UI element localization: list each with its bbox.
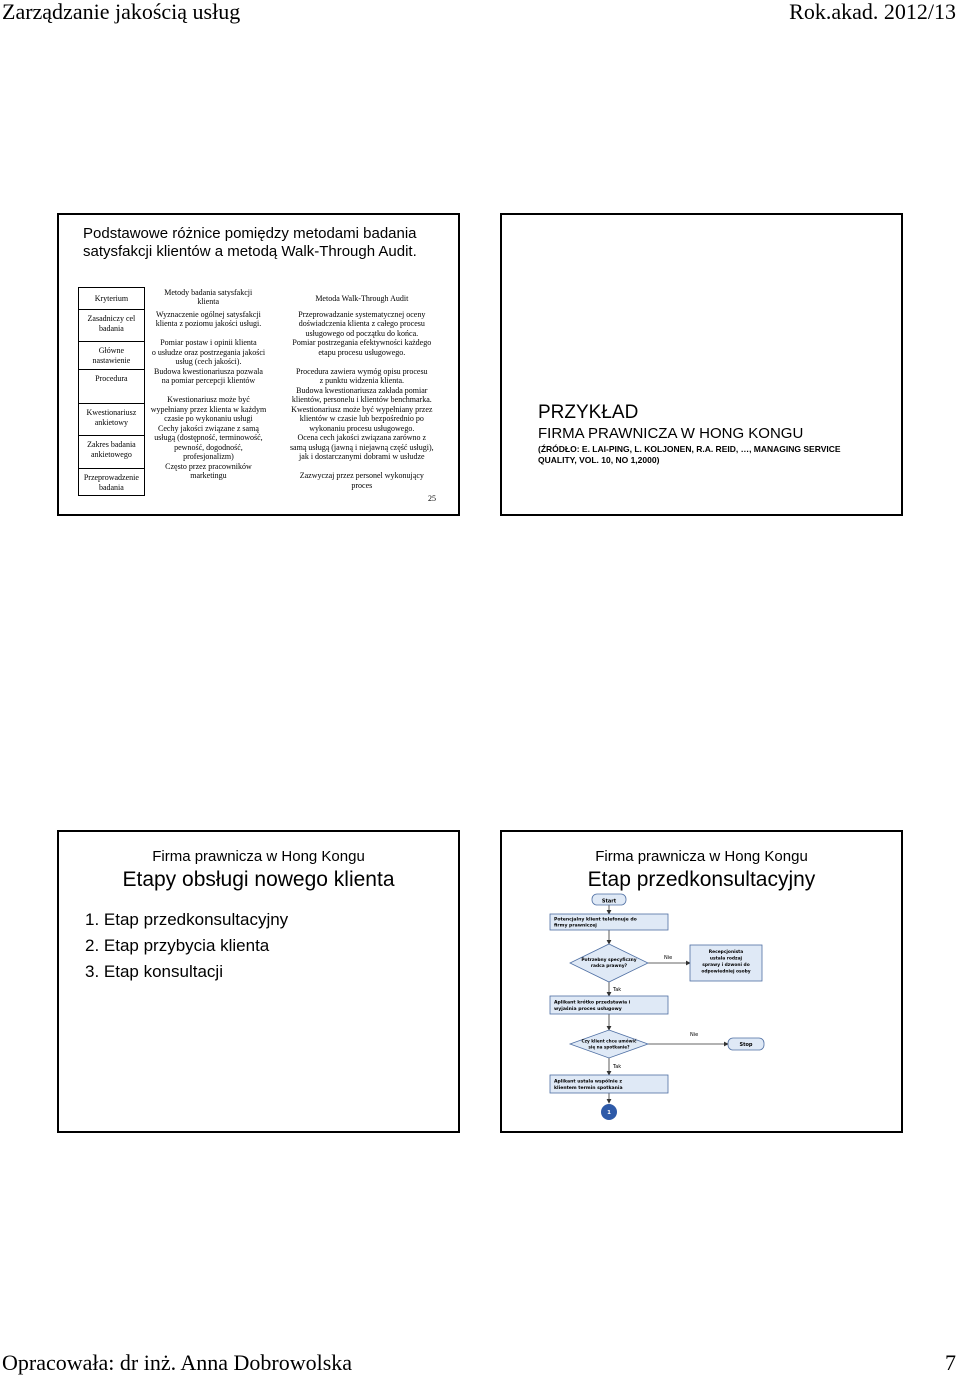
satisfaction-line: Budowa kwestionariusza pozwala bbox=[154, 366, 263, 376]
walk-through-line: etapu procesu usługowego. bbox=[318, 347, 406, 357]
satisfaction-line: pewność, dogodność, bbox=[174, 442, 243, 452]
list-item: 3. Etap konsultacji bbox=[85, 962, 223, 981]
criterion-line: Przeprowadzenie bbox=[83, 473, 139, 482]
example-heading: PRZYKŁAD bbox=[538, 402, 639, 423]
flow-start-label: Start bbox=[601, 898, 617, 905]
walk-through-column bbox=[272, 310, 451, 496]
walk-through-line: Przeprowadzanie systematycznej oceny bbox=[298, 309, 426, 319]
example-source bbox=[538, 444, 868, 466]
walk-through-line: usługowego od początku do końca. bbox=[305, 328, 419, 338]
comparison-table bbox=[78, 287, 452, 496]
criteria-column bbox=[79, 310, 145, 496]
satisfaction-column bbox=[144, 310, 272, 496]
satisfaction-line: klienta z poziomu jakości usługi. bbox=[155, 319, 262, 328]
flow-step-explain-label: Aplikant krótko przedstawia i wyjaśnia proces usługowy bbox=[554, 1000, 631, 1012]
walk-through-line: klientów, personelu i klientów benchmarka. bbox=[291, 395, 432, 404]
criterion-line: ankietowego bbox=[90, 449, 132, 459]
walk-through-line: wykonaniu procesu usługowego. bbox=[309, 423, 415, 433]
flow-step-receptionist-label: Recepcjonista ustala rodzaj sprawy i dzwoni do odpowiedniej osoby bbox=[701, 950, 751, 975]
slide-comparison bbox=[57, 213, 460, 516]
criterion-cell bbox=[79, 342, 144, 370]
flow-step-schedule-label: Aplikant ustala wspólnie z klientem termin spotkania bbox=[554, 1079, 623, 1091]
criterion-cell bbox=[79, 469, 144, 495]
criterion-line: badania bbox=[98, 323, 124, 333]
source-line: QUALITY, VOL. 10, NO 1,2000) bbox=[538, 455, 660, 465]
slide-title-line: satysfakcji klientów a metodą Walk-Through Audit. bbox=[83, 243, 417, 260]
walk-through-line: jak i dostarczanymi dobrami w usłudze bbox=[299, 452, 425, 461]
source-line: (ŹRÓDŁO: E. LAI-PING, L. KOLJONEN, R.A. REID, …, MANAGING SERVICE bbox=[538, 444, 841, 454]
criterion-cell bbox=[79, 310, 144, 342]
slide-preconsultation-flow bbox=[500, 830, 903, 1133]
slide-title bbox=[83, 225, 433, 261]
criterion-line: Procedura bbox=[95, 374, 128, 383]
criterion-line: ankietowy bbox=[94, 417, 129, 427]
walk-through-line: Budowa kwestionariusza zakłada pomiar bbox=[296, 385, 428, 395]
flow-connector-label: 1 bbox=[607, 1110, 611, 1116]
satisfaction-line: Wyznaczenie ogólnej satysfakcji bbox=[156, 309, 261, 319]
walk-through-line: samą usługą (jawną i niejawną część usługi), bbox=[289, 442, 434, 452]
page-footer-number: 7 bbox=[945, 1350, 956, 1375]
slide-heading: Firma prawnicza w Hong Kongu bbox=[595, 848, 808, 865]
satisfaction-line: Pomiar postaw i opinii klienta bbox=[160, 338, 257, 347]
criteria-list bbox=[79, 310, 144, 495]
satisfaction-line bbox=[147, 329, 270, 339]
walk-through-line: Zazwyczaj przez personel wykonujący bbox=[299, 471, 424, 480]
satisfaction-lines bbox=[147, 310, 270, 481]
header-satisfaction-methods bbox=[144, 288, 272, 310]
example-subheading: FIRMA PRAWNICZA W HONG KONGU bbox=[538, 425, 804, 442]
header-criterion: Kryterium bbox=[79, 288, 145, 310]
walk-through-line: Kwestionariusz może być wypełniany przez bbox=[291, 404, 433, 414]
walk-through-line: doświadczenia klienta z całego procesu bbox=[298, 319, 425, 328]
satisfaction-line: profesjonalizm) bbox=[183, 452, 234, 461]
slide-subheading: Etap przedkonsultacyjny bbox=[587, 868, 816, 891]
satisfaction-line: czasie po wykonaniu usługi bbox=[164, 414, 253, 423]
slide-client-stages bbox=[57, 830, 460, 1133]
walk-through-line bbox=[274, 357, 449, 367]
criterion-cell bbox=[79, 436, 144, 469]
satisfaction-line: na pomiar percepcji klientów bbox=[161, 376, 256, 385]
satisfaction-line bbox=[147, 386, 270, 396]
criterion-line: Kwestionariusz bbox=[86, 408, 137, 417]
slide-example bbox=[500, 213, 903, 516]
header-line: Metody badania satysfakcji bbox=[164, 287, 253, 297]
criterion-cell bbox=[79, 370, 144, 404]
walk-through-line bbox=[274, 462, 449, 472]
flow-stop-label: Stop bbox=[739, 1042, 753, 1048]
satisfaction-line: o usłudze oraz postrzegania jakości bbox=[151, 347, 266, 357]
criterion-line: Główne bbox=[98, 346, 125, 355]
page-footer-author: Opracowała: dr inż. Anna Dobrowolska bbox=[2, 1350, 353, 1375]
walk-through-line: proces bbox=[351, 480, 373, 490]
slide-page-number: 25 bbox=[428, 494, 436, 503]
slide-heading: Firma prawnicza w Hong Kongu bbox=[152, 848, 365, 865]
satisfaction-line: usług (cech jakości). bbox=[175, 357, 242, 366]
stages-list bbox=[85, 907, 288, 985]
satisfaction-line: wypełniany przez klienta w każdym bbox=[150, 404, 267, 414]
satisfaction-line: usługą (dostępność, terminowość, bbox=[154, 433, 263, 442]
flow-decision-specialist bbox=[570, 944, 648, 982]
flow-label-yes: Tak bbox=[613, 1064, 622, 1070]
criterion-line: Zasadniczy cel bbox=[87, 314, 136, 323]
page-header-year: Rok.akad. 2012/13 bbox=[789, 0, 956, 24]
list-item: 1. Etap przedkonsultacyjny bbox=[85, 910, 289, 929]
header-line: klienta bbox=[197, 297, 220, 306]
satisfaction-line: marketingu bbox=[190, 471, 227, 480]
walk-through-lines bbox=[274, 310, 449, 491]
criterion-line: nastawienie bbox=[92, 355, 131, 365]
walk-through-line: Pomiar postrzegania efektywności każdego bbox=[292, 338, 432, 347]
slide-title-line: Podstawowe różnice pomiędzy metodami badania bbox=[83, 225, 417, 242]
walk-through-line: klientów w czasie lub bezpośrednio po bbox=[299, 414, 424, 423]
slide-subheading: Etapy obsługi nowego klienta bbox=[122, 868, 395, 891]
flow-label-yes: Tak bbox=[613, 987, 622, 993]
walk-through-line: Procedura zawiera wymóg opisu procesu bbox=[296, 366, 428, 376]
criterion-cell bbox=[79, 404, 144, 436]
flow-decision-specialist-label: Potrzebny specyficzny radca prawny? bbox=[581, 958, 637, 969]
walk-through-line: Ocena cech jakości związana zarówno z bbox=[297, 433, 427, 442]
walk-through-line: z punktu widzenia klienta. bbox=[319, 376, 405, 385]
flow-decision-meeting-label: Czy klient chce umówić się na spotkanie? bbox=[581, 1038, 637, 1050]
criterion-line: Zakres badania bbox=[87, 440, 136, 449]
satisfaction-line: Cechy jakości związane z samą bbox=[158, 423, 259, 433]
flow-label-no: Nie bbox=[690, 1032, 699, 1038]
list-item: 2. Etap przybycia klienta bbox=[85, 936, 270, 955]
flow-label-no: Nie bbox=[664, 955, 673, 961]
flowchart bbox=[540, 890, 790, 1130]
criterion-line: badania bbox=[98, 482, 124, 492]
page-header-title: Zarządzanie jakością usług bbox=[2, 0, 241, 24]
satisfaction-line: Kwestionariusz może być bbox=[167, 395, 250, 404]
satisfaction-line: Często przez pracowników bbox=[165, 461, 252, 471]
header-walk-through-audit: Metoda Walk-Through Audit bbox=[315, 293, 409, 303]
flow-step-call-label: Potencjalny klient telefonuje do firmy prawniczej bbox=[554, 917, 637, 929]
